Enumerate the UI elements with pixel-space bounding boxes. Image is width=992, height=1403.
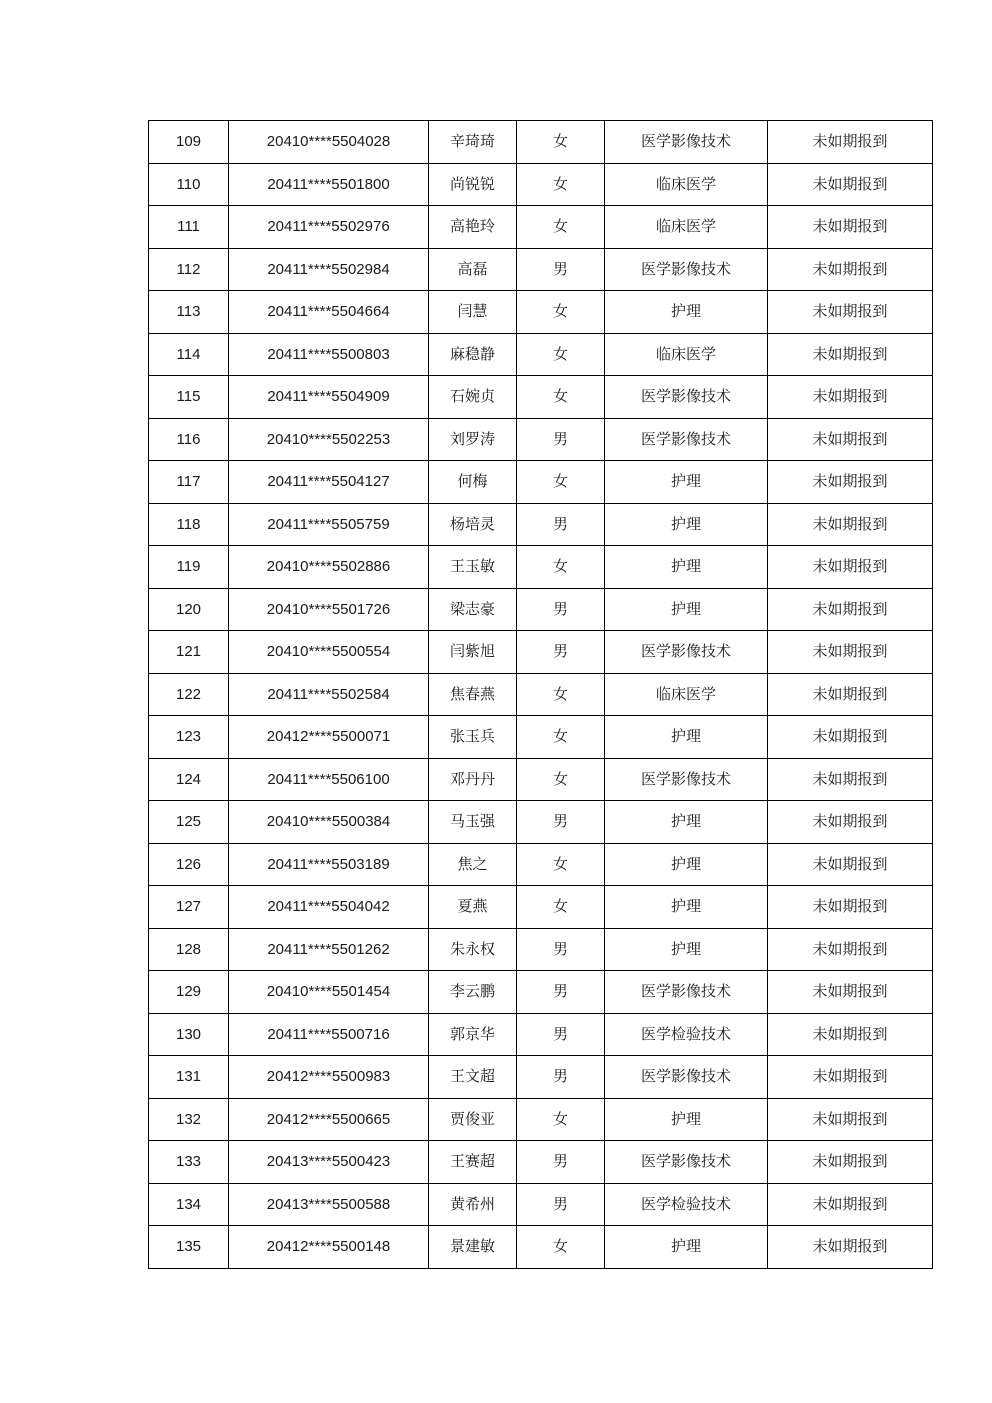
- cell-student-id: 20411****5506100: [229, 758, 429, 801]
- cell-number: 112: [149, 248, 229, 291]
- cell-name: 高磊: [429, 248, 517, 291]
- cell-student-id: 20411****5503189: [229, 843, 429, 886]
- cell-student-id: 20411****5502584: [229, 673, 429, 716]
- cell-name: 焦春燕: [429, 673, 517, 716]
- cell-number: 111: [149, 206, 229, 249]
- cell-status: 未如期报到: [768, 1098, 933, 1141]
- table-row: [149, 886, 933, 929]
- cell-major: 医学影像技术: [605, 971, 768, 1014]
- cell-status: 未如期报到: [768, 843, 933, 886]
- cell-major: 医学影像技术: [605, 121, 768, 164]
- cell-major: 临床医学: [605, 163, 768, 206]
- cell-major: 医学检验技术: [605, 1013, 768, 1056]
- cell-number: 120: [149, 588, 229, 631]
- cell-status: 未如期报到: [768, 418, 933, 461]
- table-row: [149, 1141, 933, 1184]
- table-body: [149, 121, 933, 1269]
- cell-gender: 女: [517, 333, 605, 376]
- cell-student-id: 20410****5501454: [229, 971, 429, 1014]
- cell-status: 未如期报到: [768, 673, 933, 716]
- cell-status: 未如期报到: [768, 758, 933, 801]
- cell-number: 119: [149, 546, 229, 589]
- cell-major: 护理: [605, 886, 768, 929]
- cell-gender: 女: [517, 716, 605, 759]
- cell-student-id: 20410****5502886: [229, 546, 429, 589]
- cell-major: 护理: [605, 1226, 768, 1269]
- table-row: [149, 801, 933, 844]
- cell-gender: 男: [517, 588, 605, 631]
- cell-status: 未如期报到: [768, 206, 933, 249]
- cell-status: 未如期报到: [768, 291, 933, 334]
- cell-status: 未如期报到: [768, 1226, 933, 1269]
- cell-student-id: 20411****5501800: [229, 163, 429, 206]
- cell-student-id: 20412****5500665: [229, 1098, 429, 1141]
- cell-gender: 女: [517, 758, 605, 801]
- cell-student-id: 20412****5500983: [229, 1056, 429, 1099]
- student-table: [148, 120, 933, 1269]
- cell-status: 未如期报到: [768, 461, 933, 504]
- cell-number: 125: [149, 801, 229, 844]
- cell-name: 尚锐锐: [429, 163, 517, 206]
- cell-gender: 女: [517, 376, 605, 419]
- cell-student-id: 20412****5500148: [229, 1226, 429, 1269]
- cell-gender: 女: [517, 206, 605, 249]
- cell-major: 临床医学: [605, 333, 768, 376]
- cell-major: 医学影像技术: [605, 376, 768, 419]
- cell-gender: 女: [517, 546, 605, 589]
- cell-major: 护理: [605, 716, 768, 759]
- cell-name: 王文超: [429, 1056, 517, 1099]
- cell-gender: 男: [517, 1141, 605, 1184]
- cell-name: 夏燕: [429, 886, 517, 929]
- cell-status: 未如期报到: [768, 801, 933, 844]
- cell-status: 未如期报到: [768, 716, 933, 759]
- table-row: [149, 1098, 933, 1141]
- cell-name: 朱永权: [429, 928, 517, 971]
- cell-name: 李云鹏: [429, 971, 517, 1014]
- cell-gender: 男: [517, 248, 605, 291]
- table-row: [149, 716, 933, 759]
- cell-gender: 女: [517, 673, 605, 716]
- table-row: [149, 1056, 933, 1099]
- cell-status: 未如期报到: [768, 376, 933, 419]
- cell-student-id: 20411****5504127: [229, 461, 429, 504]
- cell-name: 焦之: [429, 843, 517, 886]
- cell-student-id: 20411****5504664: [229, 291, 429, 334]
- cell-major: 医学影像技术: [605, 758, 768, 801]
- table-row: [149, 206, 933, 249]
- cell-number: 122: [149, 673, 229, 716]
- cell-major: 护理: [605, 928, 768, 971]
- cell-student-id: 20410****5500384: [229, 801, 429, 844]
- table-row: [149, 163, 933, 206]
- cell-gender: 男: [517, 971, 605, 1014]
- cell-gender: 男: [517, 1183, 605, 1226]
- cell-status: 未如期报到: [768, 248, 933, 291]
- cell-student-id: 20410****5501726: [229, 588, 429, 631]
- cell-student-id: 20411****5500716: [229, 1013, 429, 1056]
- cell-name: 石婉贞: [429, 376, 517, 419]
- table-row: [149, 546, 933, 589]
- cell-status: 未如期报到: [768, 971, 933, 1014]
- table-row: [149, 631, 933, 674]
- cell-number: 110: [149, 163, 229, 206]
- cell-name: 杨培灵: [429, 503, 517, 546]
- cell-number: 121: [149, 631, 229, 674]
- cell-student-id: 20411****5504042: [229, 886, 429, 929]
- cell-gender: 男: [517, 631, 605, 674]
- cell-number: 134: [149, 1183, 229, 1226]
- cell-number: 118: [149, 503, 229, 546]
- cell-number: 115: [149, 376, 229, 419]
- table-row: [149, 971, 933, 1014]
- cell-status: 未如期报到: [768, 928, 933, 971]
- cell-name: 刘罗涛: [429, 418, 517, 461]
- cell-name: 贾俊亚: [429, 1098, 517, 1141]
- cell-name: 郭京华: [429, 1013, 517, 1056]
- cell-major: 医学检验技术: [605, 1183, 768, 1226]
- cell-gender: 女: [517, 1226, 605, 1269]
- table-row: [149, 673, 933, 716]
- cell-number: 114: [149, 333, 229, 376]
- cell-student-id: 20412****5500071: [229, 716, 429, 759]
- cell-gender: 女: [517, 843, 605, 886]
- table-row: [149, 291, 933, 334]
- cell-number: 135: [149, 1226, 229, 1269]
- cell-name: 梁志豪: [429, 588, 517, 631]
- cell-student-id: 20410****5504028: [229, 121, 429, 164]
- cell-number: 133: [149, 1141, 229, 1184]
- cell-name: 王玉敏: [429, 546, 517, 589]
- table-row: [149, 461, 933, 504]
- table-row: [149, 248, 933, 291]
- cell-name: 景建敏: [429, 1226, 517, 1269]
- cell-status: 未如期报到: [768, 588, 933, 631]
- cell-name: 高艳玲: [429, 206, 517, 249]
- cell-name: 辛琦琦: [429, 121, 517, 164]
- cell-student-id: 20413****5500423: [229, 1141, 429, 1184]
- cell-major: 医学影像技术: [605, 248, 768, 291]
- cell-name: 闫紫旭: [429, 631, 517, 674]
- cell-name: 麻稳静: [429, 333, 517, 376]
- cell-number: 132: [149, 1098, 229, 1141]
- cell-name: 马玉强: [429, 801, 517, 844]
- table-row: [149, 503, 933, 546]
- cell-number: 126: [149, 843, 229, 886]
- cell-major: 医学影像技术: [605, 418, 768, 461]
- cell-number: 113: [149, 291, 229, 334]
- cell-status: 未如期报到: [768, 121, 933, 164]
- cell-number: 116: [149, 418, 229, 461]
- cell-major: 护理: [605, 291, 768, 334]
- cell-major: 护理: [605, 546, 768, 589]
- cell-gender: 男: [517, 928, 605, 971]
- cell-major: 临床医学: [605, 673, 768, 716]
- cell-gender: 男: [517, 503, 605, 546]
- cell-major: 医学影像技术: [605, 631, 768, 674]
- cell-student-id: 20411****5505759: [229, 503, 429, 546]
- cell-student-id: 20410****5502253: [229, 418, 429, 461]
- cell-student-id: 20410****5500554: [229, 631, 429, 674]
- cell-name: 邓丹丹: [429, 758, 517, 801]
- cell-status: 未如期报到: [768, 1056, 933, 1099]
- table-row: [149, 1183, 933, 1226]
- cell-status: 未如期报到: [768, 333, 933, 376]
- cell-number: 124: [149, 758, 229, 801]
- cell-gender: 女: [517, 461, 605, 504]
- cell-student-id: 20411****5500803: [229, 333, 429, 376]
- table-row: [149, 1013, 933, 1056]
- cell-number: 109: [149, 121, 229, 164]
- table-row: [149, 1226, 933, 1269]
- cell-name: 闫慧: [429, 291, 517, 334]
- cell-status: 未如期报到: [768, 503, 933, 546]
- cell-gender: 女: [517, 886, 605, 929]
- table-row: [149, 928, 933, 971]
- cell-student-id: 20411****5504909: [229, 376, 429, 419]
- cell-student-id: 20411****5501262: [229, 928, 429, 971]
- cell-student-id: 20411****5502976: [229, 206, 429, 249]
- cell-number: 128: [149, 928, 229, 971]
- table-row: [149, 376, 933, 419]
- table-row: [149, 333, 933, 376]
- cell-major: 临床医学: [605, 206, 768, 249]
- cell-major: 护理: [605, 588, 768, 631]
- cell-status: 未如期报到: [768, 163, 933, 206]
- table-row: [149, 588, 933, 631]
- cell-name: 王赛超: [429, 1141, 517, 1184]
- cell-gender: 女: [517, 1098, 605, 1141]
- table-row: [149, 121, 933, 164]
- cell-status: 未如期报到: [768, 886, 933, 929]
- cell-gender: 男: [517, 418, 605, 461]
- cell-name: 何梅: [429, 461, 517, 504]
- cell-number: 127: [149, 886, 229, 929]
- cell-major: 医学影像技术: [605, 1056, 768, 1099]
- cell-number: 130: [149, 1013, 229, 1056]
- cell-major: 护理: [605, 461, 768, 504]
- cell-major: 医学影像技术: [605, 1141, 768, 1184]
- cell-major: 护理: [605, 843, 768, 886]
- cell-name: 张玉兵: [429, 716, 517, 759]
- cell-gender: 女: [517, 121, 605, 164]
- cell-status: 未如期报到: [768, 546, 933, 589]
- table-row: [149, 758, 933, 801]
- cell-gender: 男: [517, 1013, 605, 1056]
- cell-student-id: 20411****5502984: [229, 248, 429, 291]
- table-row: [149, 843, 933, 886]
- cell-gender: 女: [517, 163, 605, 206]
- cell-status: 未如期报到: [768, 631, 933, 674]
- cell-gender: 女: [517, 291, 605, 334]
- cell-status: 未如期报到: [768, 1013, 933, 1056]
- cell-name: 黄希州: [429, 1183, 517, 1226]
- cell-status: 未如期报到: [768, 1141, 933, 1184]
- cell-major: 护理: [605, 1098, 768, 1141]
- cell-gender: 男: [517, 1056, 605, 1099]
- table-row: [149, 418, 933, 461]
- cell-number: 131: [149, 1056, 229, 1099]
- cell-number: 123: [149, 716, 229, 759]
- cell-major: 护理: [605, 801, 768, 844]
- cell-gender: 男: [517, 801, 605, 844]
- cell-number: 129: [149, 971, 229, 1014]
- cell-number: 117: [149, 461, 229, 504]
- cell-major: 护理: [605, 503, 768, 546]
- cell-status: 未如期报到: [768, 1183, 933, 1226]
- cell-student-id: 20413****5500588: [229, 1183, 429, 1226]
